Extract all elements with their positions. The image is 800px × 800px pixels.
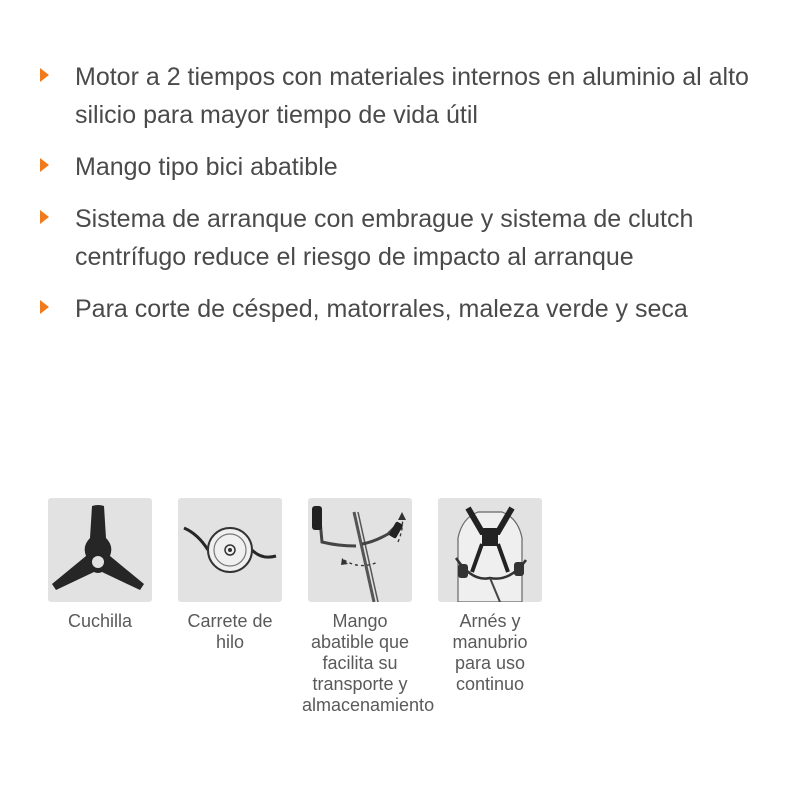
icon-card-blade — [48, 498, 152, 632]
icon-caption: Arnés y manubrio para uso continuo — [452, 611, 528, 694]
bullet-triangle-icon — [40, 158, 49, 172]
blade-icon — [48, 498, 152, 602]
icon-caption: Carrete de hilo — [187, 611, 273, 652]
bullet-triangle-icon — [40, 210, 49, 224]
icon-card-handle — [302, 498, 435, 716]
icon-caption: Mango abatible que facilita su transporte y almacenamiento — [302, 611, 435, 715]
feature-item — [40, 148, 780, 186]
feature-text: Mango tipo bici abatible — [75, 153, 338, 181]
harness-icon — [438, 498, 542, 602]
bullet-triangle-icon — [40, 300, 49, 314]
feature-text: Sistema de arranque con embrague y sistema de clutch centrífugo reduce el riesgo de impacto al arranque — [75, 205, 694, 271]
icon-card-spool — [178, 498, 282, 653]
icon-card-harness — [438, 498, 542, 695]
feature-item — [40, 200, 780, 276]
line-spool-icon — [178, 498, 282, 602]
feature-item — [40, 58, 780, 134]
feature-text: Para corte de césped, matorrales, maleza verde y seca — [75, 295, 688, 323]
folding-handle-icon — [308, 498, 412, 602]
feature-text: Motor a 2 tiempos con materiales internos en aluminio al alto silicio para mayor tiempo de vida útil — [75, 63, 749, 129]
bullet-triangle-icon — [40, 68, 49, 82]
feature-list — [40, 58, 780, 342]
icon-caption: Cuchilla — [67, 611, 133, 631]
feature-item — [40, 290, 780, 328]
